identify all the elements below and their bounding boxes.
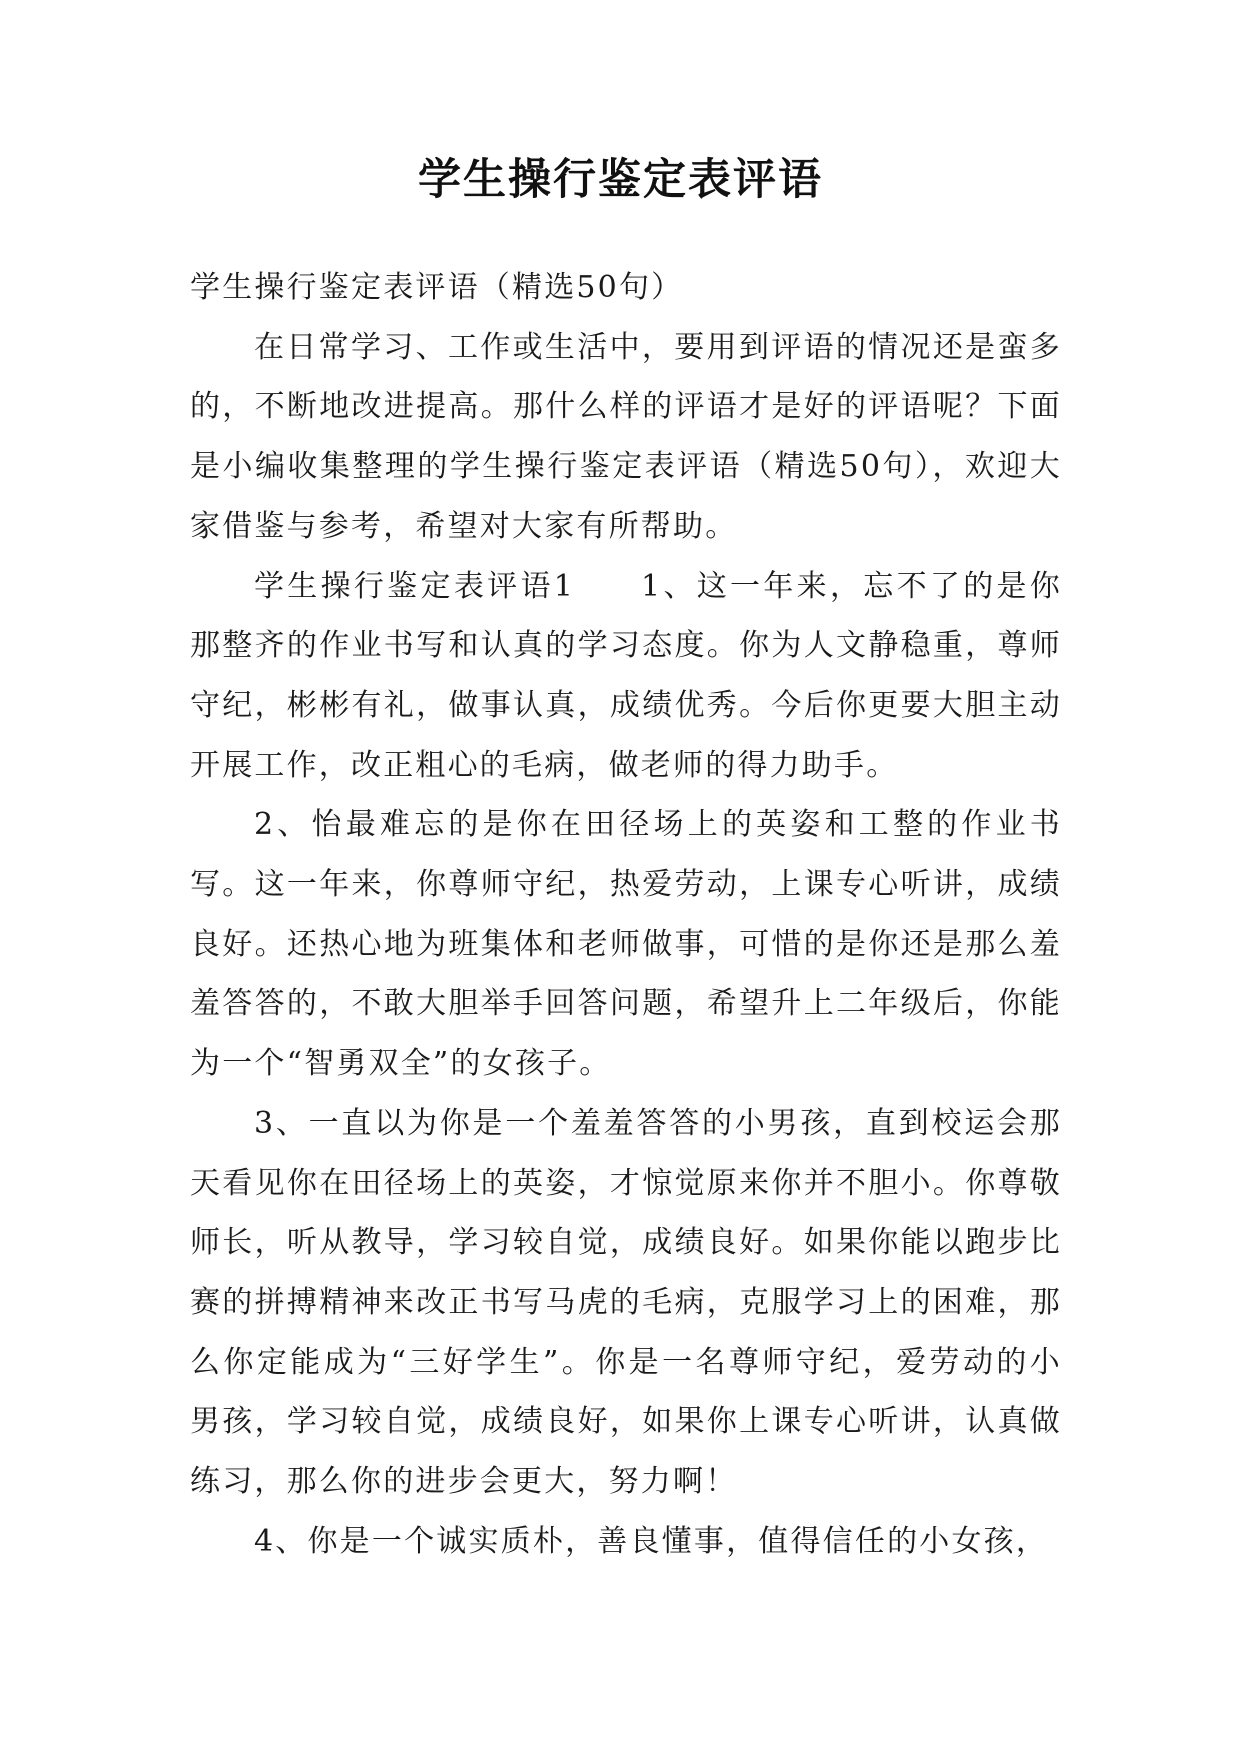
comment-item-4: 4、你是一个诚实质朴，善良懂事，值得信任的小女孩， — [254, 1523, 1049, 1559]
document-subtitle: 学生操行鉴定表评语（精选50句） — [190, 270, 684, 305]
comment-item-3: 3、一直以为你是一个羞羞答答的小男孩，直到校运会那天看见你在田径场上的英姿，才惊觉原来你并不胆小。你尊敬师长，听从教导，学习较自觉，成绩良好。如果你能以跑步比赛的拼搏精神来改正书写马虎的毛病，克服学习上的困难，那么你定能成为“三好学生”。你是一名尊师守纪，爱劳动的小男孩，学习较自觉，成绩良好，如果你上课专心听讲，认真做练习，那么你的进步会更大，努力啊！ — [190, 1105, 1062, 1500]
comment-item-1: 1、这一年来，忘不了的是你那整齐的作业书写和认真的学习态度。你为人文静稳重，尊师守纪，彬彬有礼，做事认真，成绩优秀。今后你更要大胆主动开展工作，改正粗心的毛病，做老师的得力助手。 — [190, 568, 1063, 783]
section-heading: 学生操行鉴定表评语1 — [254, 568, 576, 604]
document-body — [190, 258, 1062, 1571]
document-title: 学生操行鉴定表评语 — [418, 155, 823, 205]
intro-paragraph: 在日常学习、工作或生活中，要用到评语的情况还是蛮多的，不断地改进提高。那什么样的评语才是好的评语呢？下面是小编收集整理的学生操行鉴定表评语（精选50句），欢迎大家借鉴与参考，希望对大家有所帮助。 — [190, 329, 1062, 544]
section-paragraph-1 — [190, 557, 1062, 796]
comment-item-2: 2、怡最难忘的是你在田径场上的英姿和工整的作业书写。这一年来，你尊师守纪，热爱劳动，上课专心听讲，成绩良好。还热心地为班集体和老师做事，可惜的是你还是那么羞羞答答的，不敢大胆举手回答问题，希望升上二年级后，你能为一个“智勇双全”的女孩子。 — [190, 807, 1062, 1082]
